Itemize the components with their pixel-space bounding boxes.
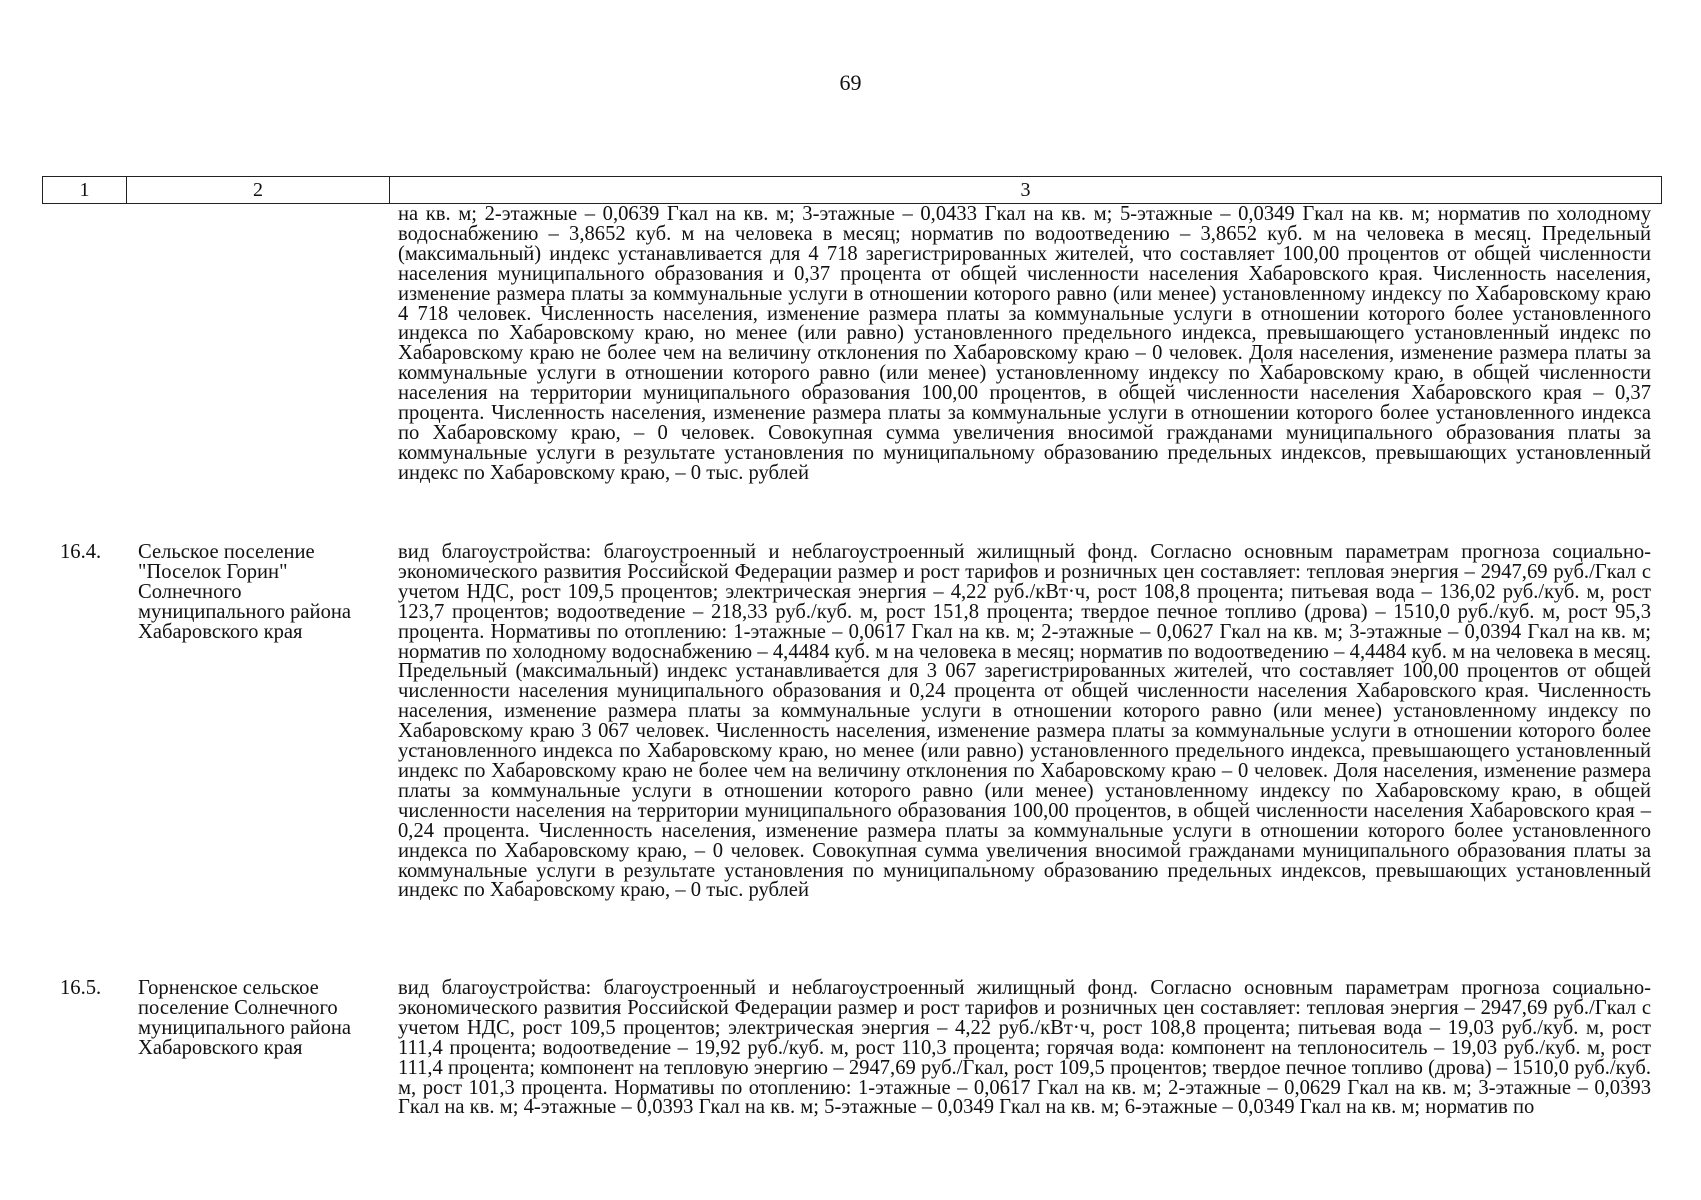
table-header bbox=[42, 176, 1662, 204]
column-header-2: 2 bbox=[127, 177, 390, 203]
row-number-16-4: 16.4. bbox=[60, 541, 102, 563]
row-name-16-5: Горненское сельское поселение Солнечного муниципального района Хабаровского края bbox=[138, 977, 352, 1059]
column-header-3: 3 bbox=[1020, 178, 1031, 201]
row-number-16-5: 16.5. bbox=[60, 977, 102, 999]
row-name-16-4: Сельское поселение "Поселок Горин" Солнечного муниципального района Хабаровского края bbox=[138, 541, 352, 643]
page-number: 69 bbox=[839, 70, 862, 95]
row-text-16-5: вид благоустройства: благоустроенный и неблагоустроенный жилищный фонд. Согласно основным параметрам прогноза социально-экономического развития Российской Федерации размер и рост тарифов и розничных цен составляет: тепловая энергия – 2947,69 руб./Гкал с учетом НДС, рост 109,5 процентов; электрическая энергия – 4,22 руб./кВт·ч, рост 108,8 процента; питьевая вода – 19,03 руб./куб. м, рост 111,4 процента; водоотведение – 19,92 руб./куб. м, рост 110,3 процента; горячая вода: компонент на теплоноситель – 19,03 руб./куб. м, рост 111,4 процента; компонент на тепловую энергию – 2947,69 руб./Гкал, рост 109,5 процентов; твердое печное топливо (дрова) – 1510,0 руб./куб. м, рост 101,3 процента. Нормативы по отоплению: 1-этажные – 0,0617 Гкал на кв. м; 2-этажные – 0,0629 Гкал на кв. м; 3-этажные – 0,0393 Гкал на кв. м; 4-этажные – 0,0393 Гкал на кв. м; 5-этажные – 0,0349 Гкал на кв. м; 6-этажные – 0,0349 Гкал на кв. м; норматив по bbox=[398, 977, 1651, 1119]
column-header-1: 1 bbox=[43, 177, 127, 203]
row-continuation-text: на кв. м; 2-этажные – 0,0639 Гкал на кв. м; 3-этажные – 0,0433 Гкал на кв. м; 5-этажные – 0,0349 Гкал на кв. м; норматив по холодному водоснабжению – 3,8652 куб. м на человека в месяц; норматив по водоотведению – 3,8652 куб. м на человека в месяц. Предельный (максимальный) индекс устанавливается для 4 718 зарегистрированных жителей, что составляет 100,00 процентов от общей численности населения муниципального образования и 0,37 процента от общей численности населения Хабаровского края. Численность населения, изменение размера платы за коммунальные услуги в отношении которого равно (или менее) установленному индексу по Хабаровскому краю 4 718 человек. Численность населения, изменение размера платы за коммунальные услуги в отношении которого более установленного индекса по Хабаровскому краю, но менее (или равно) установленного предельного индекса, превышающего установленный индекс по Хабаровскому краю не более чем на величину отклонения по Хабаровскому краю – 0 человек. Доля населения, изменение размера платы за коммунальные услуги в отношении которого равно (или менее) установленному индексу по Хабаровскому краю, в общей численности населения на территории муниципального образования 100,00 процентов, в общей численности населения Хабаровского края – 0,37 процента. Численность населения, изменение размера платы за коммунальные услуги в отношении которого более установленного индекса по Хабаровскому краю, – 0 человек. Совокупная сумма увеличения вносимой гражданами муниципального образования платы за коммунальные услуги в результате установления по муниципальному образованию предельных индексов, превышающих установленный индекс по Хабаровскому краю, – 0 тыс. рублей bbox=[398, 203, 1651, 484]
row-text-16-4: вид благоустройства: благоустроенный и неблагоустроенный жилищный фонд. Согласно основным параметрам прогноза социально-экономического развития Российской Федерации размер и рост тарифов и розничных цен составляет: тепловая энергия – 2947,69 руб./Гкал с учетом НДС, рост 109,5 процентов; электрическая энергия – 4,22 руб./кВт·ч, рост 108,8 процента; питьевая вода – 136,02 руб./куб. м, рост 123,7 процентов; водоотведение – 218,33 руб./куб. м, рост 151,8 процента; твердое печное топливо (дрова) – 1510,0 руб./куб. м, рост 95,3 процента. Нормативы по отоплению: 1-этажные – 0,0617 Гкал на кв. м; 2-этажные – 0,0627 Гкал на кв. м; 3-этажные – 0,0394 Гкал на кв. м; норматив по холодному водоснабжению – 4,4484 куб. м на человека в месяц; норматив по водоотведению – 4,4484 куб. м на человека в месяц. Предельный (максимальный) индекс устанавливается для 3 067 зарегистрированных жителей, что составляет 100,00 процентов от общей численности населения муниципального образования и 0,24 процента от общей численности населения Хабаровского края. Численность населения, изменение размера платы за коммунальные услуги в отношении которого равно (или менее) установленному индексу по Хабаровскому краю 3 067 человек. Численность населения, изменение размера платы за коммунальные услуги в отношении которого более установленного индекса по Хабаровскому краю, но менее (или равно) установленного предельного индекса, превышающего установленный индекс по Хабаровскому краю не более чем на величину отклонения по Хабаровскому краю – 0 человек. Доля населения, изменение размера платы за коммунальные услуги в отношении которого равно (или менее) установленному индексу по Хабаровскому краю, в общей численности населения на территории муниципального образования 100,00 процентов, в общей численности населения Хабаровского края – 0,24 процента. Численность населения, изменение размера платы за коммунальные услуги в отношении которого более установленного индекса по Хабаровскому краю, – 0 человек. Совокупная сумма увеличения вносимой гражданами муниципального образования платы за коммунальные услуги в результате установления по муниципальному образованию предельных индексов, превышающих установленный индекс по Хабаровскому краю, – 0 тыс. рублей bbox=[398, 541, 1651, 902]
